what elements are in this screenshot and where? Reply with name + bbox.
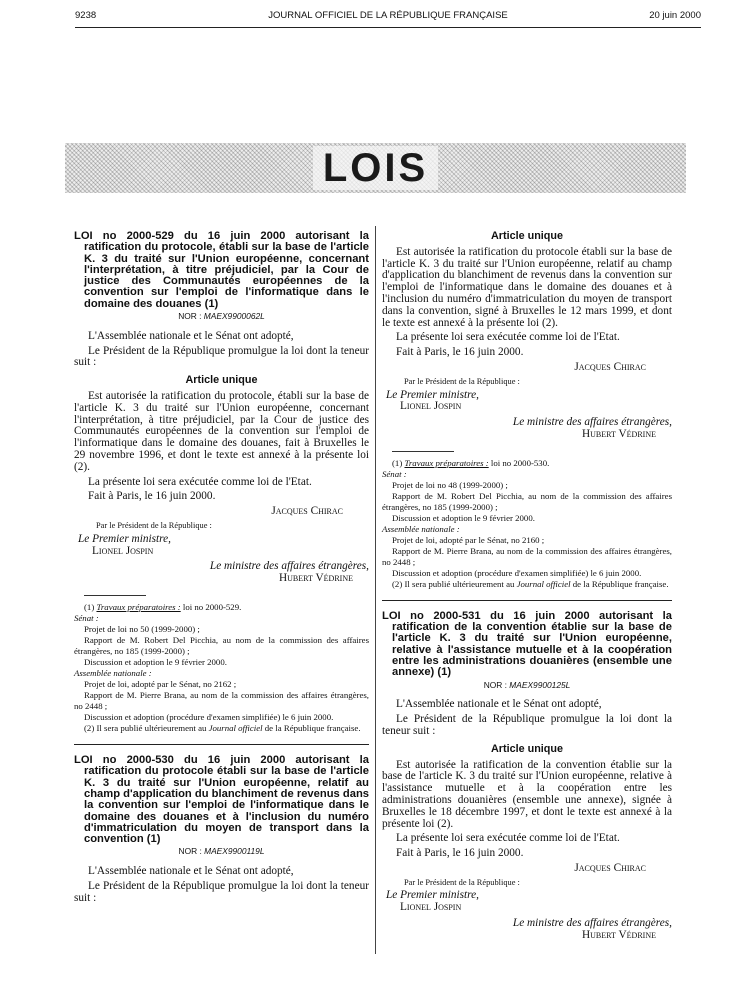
signature-president: Jacques Chirac [271, 505, 343, 518]
signature-minister-name: Hubert Védrine [581, 928, 656, 941]
preamble-adopted: L'Assemblée nationale et le Sénat ont adopté, [396, 698, 602, 711]
preamble-adopted: L'Assemblée nationale et le Sénat ont adopté, [88, 329, 294, 342]
law-title-529: LOI no 2000-529 du 16 juin 2000 autorisant la ratification du protocole, établi sur la base de l'article K. 3 du traité sur l'Union européenne, concernant l'interprétation, à titre préjudiciel, par la Cour de justice des Communautés européennes de la convention sur l'emploi de l'informatique dans le domaine des douanes (1) [74, 230, 369, 310]
signature-pm-title: Le Premier ministre, [386, 388, 479, 401]
footnote-2-text: (2) Il sera publié ultérieurement au [392, 578, 515, 589]
column-divider [375, 226, 376, 954]
article-body: Est autorisée la ratification de la convention établie sur la base de l'article K. 3 du traité sur l'Union européenne, relative à l'assistance mutuelle et à la coopération entre les administrations douanières (ensemble une annexe), signée à Bruxelles le 18 décembre 1997, et dont le texte est annexé à la présente loi (2). [382, 758, 672, 830]
signature-pm-name: Lionel Jospin [92, 544, 154, 557]
execution-clause: La présente loi sera exécutée comme loi de l'Etat. [396, 331, 620, 344]
preamble-adopted: L'Assemblée nationale et le Sénat ont adopté, [88, 865, 294, 878]
footnote-2-rest: de la République française. [572, 578, 669, 589]
section-separator [382, 600, 672, 601]
signature-minister-title: Le ministre des affaires étrangères, [512, 917, 672, 930]
footnote-marker: (1) [392, 457, 403, 468]
done-at: Fait à Paris, le 16 juin 2000. [88, 490, 216, 503]
footnote-2-journal: Journal officiel [516, 578, 571, 589]
footnotes [382, 458, 672, 590]
footnote-1-line [74, 602, 369, 613]
signature-by-president: Par le Président de la République : [404, 877, 520, 887]
preamble-promulgation: Le Président de la République promulgue la loi dont la teneur suit : [74, 879, 369, 904]
article-body: Est autorisée la ratification du protocole, établi sur la base de l'article K. 3 du traité sur l'Union européenne, concernant l'interprétation, à titre préjudiciel, par la Cour de justice des Communautés européennes de la convention sur l'emploi de l'informatique dans le domaine des douanes, fait à Bruxelles le 29 novembre 1996, et dont le texte est annexé à la présente loi (2). [74, 390, 369, 473]
footnote-senat-heading: Sénat : [382, 468, 407, 479]
section-title: LOIS [313, 146, 438, 190]
footnote-2-text: (2) Il sera publié ultérieurement au [84, 723, 207, 734]
footnote-label: Travaux préparatoires : [96, 602, 181, 613]
done-at: Fait à Paris, le 16 juin 2000. [396, 847, 524, 860]
nor-label: NOR : [483, 679, 507, 690]
footnote-senat-3: Discussion et adoption le 9 février 2000. [392, 512, 535, 523]
footnote-an-heading: Assemblée nationale : [74, 668, 152, 679]
footnote-an-3: Discussion et adoption (procédure d'examen simplifiée) le 6 juin 2000. [392, 567, 642, 578]
signature-president: Jacques Chirac [574, 861, 646, 874]
footnote-an-heading: Assemblée nationale : [382, 523, 460, 534]
footnote-senat-1: Projet de loi no 48 (1999-2000) ; [392, 479, 508, 490]
footnote-an-2: Rapport de M. Pierre Brana, au nom de la commission des affaires étrangères, no 2448 ; [74, 690, 369, 712]
footnote-2 [382, 579, 672, 590]
signature-minister-name: Hubert Védrine [278, 572, 353, 585]
law-title-531: LOI no 2000-531 du 16 juin 2000 autorisant la ratification de la convention établie sur la base de l'article K. 3 du traité sur l'Union européenne, relative à l'assistance mutuelle et à la coopération entre les administrations douanières (ensemble une annexe) (1) [382, 609, 672, 679]
signature-by-president: Par le Président de la République : [404, 376, 520, 386]
page-header [75, 10, 701, 24]
footnote-ref: loi no 2000-530. [490, 457, 550, 468]
signature-by-president: Par le Président de la République : [96, 521, 212, 531]
footnote-senat-1: Projet de loi no 50 (1999-2000) ; [84, 624, 200, 635]
footnote-2-journal: Journal officiel [208, 723, 263, 734]
done-at: Fait à Paris, le 16 juin 2000. [396, 346, 524, 359]
page-number: 9238 [75, 10, 97, 21]
signature-pm-title: Le Premier ministre, [386, 889, 479, 902]
signature-president: Jacques Chirac [574, 360, 646, 373]
footnote-label: Travaux préparatoires : [404, 457, 489, 468]
footnote-an-1: Projet de loi, adopté par le Sénat, no 2162 ; [84, 679, 237, 690]
signature-pm-title: Le Premier ministre, [78, 532, 171, 545]
footnote-senat-2: Rapport de M. Robert Del Picchia, au nom de la commission des affaires étrangères, no 185 (1999-2000) ; [74, 635, 369, 657]
signature-pm-name: Lionel Jospin [400, 400, 462, 413]
nor-reference [382, 680, 672, 692]
nor-code: MAEX9900125L [509, 679, 571, 690]
header-date: 20 juin 2000 [649, 10, 701, 21]
article-body: Est autorisée la ratification du protocole établi sur la base de l'article K. 3 du traité sur l'Union européenne, relatif au champ d'application du blanchiment de revenus dans la convention sur l'emploi de l'informatique dans le domaine des douanes et à l'inclusion du numéro d'immatriculation du moyen de transport dans la convention, signé à Bruxelles le 12 mars 1999, et dont le texte est annexé à la présente loi (2). [382, 245, 672, 329]
footnote-1-line [382, 458, 672, 469]
footnote-marker: (1) [84, 602, 95, 613]
nor-code: MAEX9900119L [204, 846, 265, 857]
preamble-promulgation: Le Président de la République promulgue la loi dont la teneur suit : [382, 713, 672, 737]
signature-minister-title: Le ministre des affaires étrangères, [512, 416, 672, 429]
nor-label: NOR : [178, 311, 202, 322]
footnote-rule [84, 595, 146, 596]
signature-pm-name: Lionel Jospin [400, 901, 462, 914]
article-heading: Article unique [491, 742, 563, 755]
left-column [74, 231, 369, 908]
footnote-rule [392, 451, 454, 452]
footnote-an-2: Rapport de M. Pierre Brana, au nom de la commission des affaires étrangères, no 2448 ; [382, 545, 672, 567]
article-heading: Article unique [491, 230, 563, 242]
footnote-senat-3: Discussion et adoption le 9 février 2000. [84, 657, 227, 668]
nor-reference [74, 311, 369, 323]
footnote-an-1: Projet de loi, adopté par le Sénat, no 2160 ; [392, 534, 545, 545]
article-heading: Article unique [185, 374, 258, 387]
journal-title: JOURNAL OFFICIEL DE LA RÉPUBLIQUE FRANÇAISE [268, 10, 508, 21]
footnote-senat-2: Rapport de M. Robert Del Picchia, au nom de la commission des affaires étrangères, no 185 (1999-2000) ; [382, 490, 672, 512]
right-column [382, 231, 672, 942]
execution-clause: La présente loi sera exécutée comme loi de l'Etat. [396, 832, 620, 845]
header-rule [75, 27, 701, 28]
footnote-ref: loi no 2000-529. [182, 602, 242, 613]
nor-reference [74, 846, 369, 858]
nor-code: MAEX9900062L [203, 311, 265, 322]
footnote-2 [74, 723, 369, 734]
execution-clause: La présente loi sera exécutée comme loi de l'Etat. [88, 475, 312, 488]
law-title-530: LOI no 2000-530 du 16 juin 2000 autorisant la ratification du protocole établi sur la base de l'article K. 3 du traité sur l'Union européenne, relatif au champ d'application du blanchiment de revenus dans la convention sur l'emploi de l'informatique dans le domaine des douanes et à l'inclusion du numéro d'immatriculation du moyen de transport dans la convention (1) [74, 754, 369, 846]
preamble-promulgation: Le Président de la République promulgue la loi dont la teneur suit : [74, 344, 369, 369]
footnote-senat-heading: Sénat : [74, 613, 99, 624]
footnote-2-rest: de la République française. [264, 723, 361, 734]
section-separator [74, 744, 369, 745]
footnote-an-3: Discussion et adoption (procédure d'examen simplifiée) le 6 juin 2000. [84, 712, 334, 723]
footnotes [74, 602, 369, 734]
signature-minister-name: Hubert Védrine [581, 427, 656, 440]
signature-minister-title: Le ministre des affaires étrangères, [209, 560, 369, 573]
nor-label: NOR : [178, 846, 202, 857]
section-banner [65, 143, 686, 193]
